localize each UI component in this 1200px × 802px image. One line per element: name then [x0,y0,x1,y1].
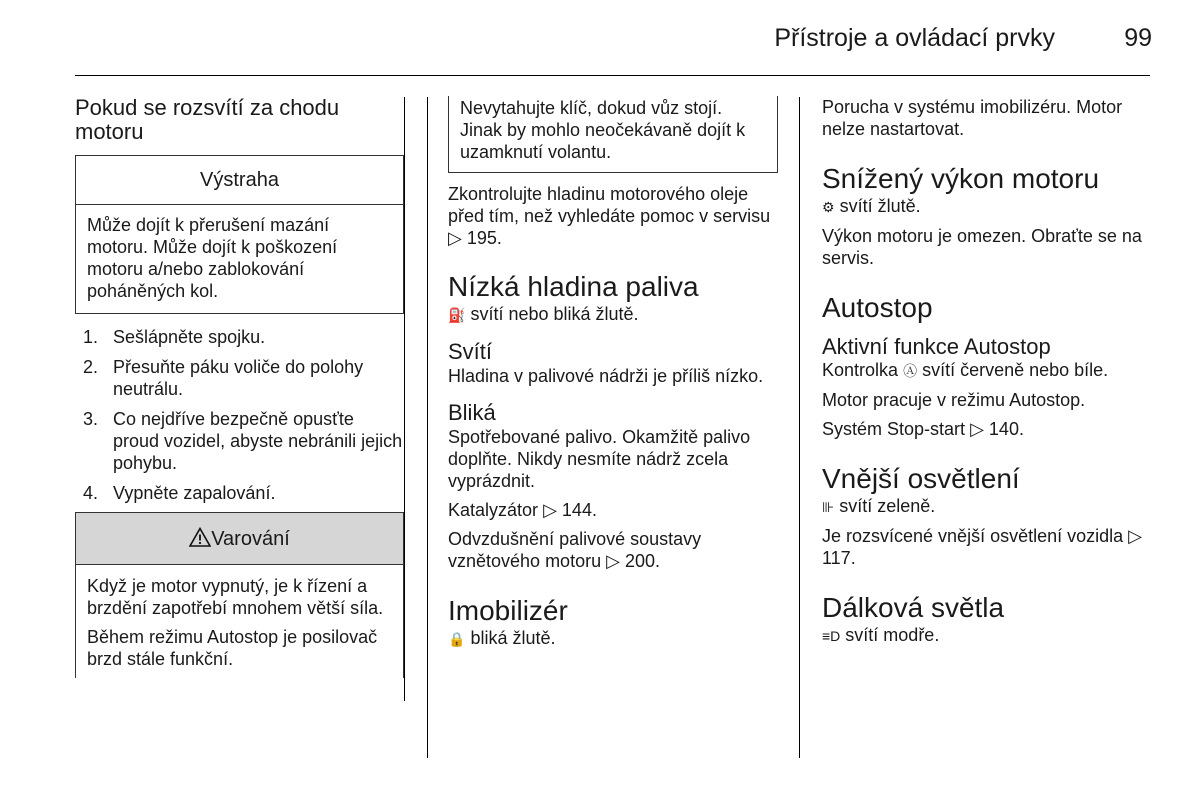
column-2 [448,96,778,650]
caution-box [75,512,404,678]
fuel-pump-icon: ⛽ [448,307,466,323]
lit-text: Hladina v palivové nádrži je příliš nízko. [448,366,764,386]
warning-box-text: Může dojít k přerušení mazání motoru. Může dojít k poškození motoru a/nebo zablokování poháněných kol. [87,215,338,301]
subheading-autostop-active: Aktivní funkce Autostop [822,334,1051,359]
caution-box-title: Varování [211,528,290,550]
reduced-power-text: Výkon motoru je omezen. Obraťte se na servis. [822,226,1142,268]
note-box-text: Nevytahujte klíč, dokud vůz stojí. Jinak by mohlo neočekávaně dojít k uzamknutí volantu. [460,98,746,162]
fuel-bleed-text: Odvzdušnění palivové soustavy vznětového motoru ▷ 200. [448,529,702,571]
column-separator-3 [799,97,800,758]
steps-list [75,326,404,504]
oil-check-text: Zkontrolujte hladinu motorového oleje před tím, než vyhledáte pomoc v servisu ▷ 195. [448,184,771,248]
catalyst-text: Katalyzátor ▷ 144. [448,500,597,520]
list-item: 4. Vypněte zapalování. [83,483,276,503]
warning-box [75,155,404,314]
subheading-lit: Svítí [448,339,493,364]
section-heading-low-fuel: Nízká hladina paliva [448,271,699,302]
list-item: 1. Sešlápněte spojku. [83,327,266,347]
reduced-power-status: ⚙ svítí žlutě. [822,196,921,216]
section-heading-autostop: Autostop [822,292,933,323]
autostop-mode-text: Motor pracuje v režimu Autostop. [822,390,1086,410]
list-item: 3. Co nejdříve bezpečně opusťte proud vozidel, abyste nebránili jejich pohybu. [83,409,403,473]
high-beam-status: ≡D svítí modře. [822,625,940,645]
page-ref-arrow-icon: ▷ [448,228,462,248]
column-3 [822,96,1152,647]
section-heading-immobilizer: Imobilizér [448,595,568,626]
exterior-lights-status: ⊪ svítí zeleně. [822,496,936,516]
stop-start-text: Systém Stop-start ▷ 140. [822,419,1024,439]
page-ref-arrow-icon: ▷ [970,419,984,439]
warning-triangle-icon [189,527,211,547]
blinking-text: Spotřebované palivo. Okamžitě palivo doplňte. Nikdy nesmíte nádrž zcela vyprázdnit. [448,427,751,491]
section-heading-engine-running: Pokud se rozsvítí za chodu motoru [75,95,340,144]
key-lock-icon: 🔒 [448,631,466,647]
exterior-lights-text: Je rozsvícené vnější osvětlení vozidla ▷ 117. [822,526,1143,568]
section-heading-exterior-lights: Vnější osvětlení [822,463,1020,494]
immobilizer-fault-text: Porucha v systému imobilizéru. Motor nelze nastartovat. [822,97,1123,139]
section-heading-reduced-power: Snížený výkon motoru [822,163,1100,194]
subheading-blinking: Bliká [448,400,496,425]
column-separator-1 [404,97,405,701]
caution-text-brakes: Během režimu Autostop je posilovač brzd stále funkční. [87,627,378,669]
immobilizer-status: 🔒 bliká žlutě. [448,628,556,648]
column-separator-2 [427,97,428,758]
note-box [448,96,778,173]
list-item: 2. Přesuňte páku voliče do polohy neutrálu. [83,357,364,399]
caution-text-steering: Když je motor vypnutý, je k řízení a brzdění zapotřebí mnohem větší síla. [87,576,384,618]
autostop-icon: Ⓐ [903,363,918,379]
section-heading-high-beam: Dálková světla [822,592,1005,623]
running-header-title: Přístroje a ovládací prvky [774,24,1055,52]
autostop-lamp-text: Kontrolka Ⓐ svítí červeně nebo bíle. [822,360,1109,380]
high-beam-icon: ≡D [822,628,841,644]
header-rule [75,75,1150,76]
side-lights-icon: ⊪ [822,499,835,515]
fuel-status: ⛽ svítí nebo bliká žlutě. [448,304,639,324]
warning-box-title: Výstraha [76,156,403,205]
page-ref-arrow-icon: ▷ [606,551,620,571]
page-ref-arrow-icon: ▷ [543,500,557,520]
column-1 [75,96,404,678]
page-ref-arrow-icon: ▷ [1128,526,1143,546]
page-number: 99 [1124,24,1152,52]
reduced-power-icon: ⚙ [822,199,835,215]
caution-box-header [76,513,403,565]
